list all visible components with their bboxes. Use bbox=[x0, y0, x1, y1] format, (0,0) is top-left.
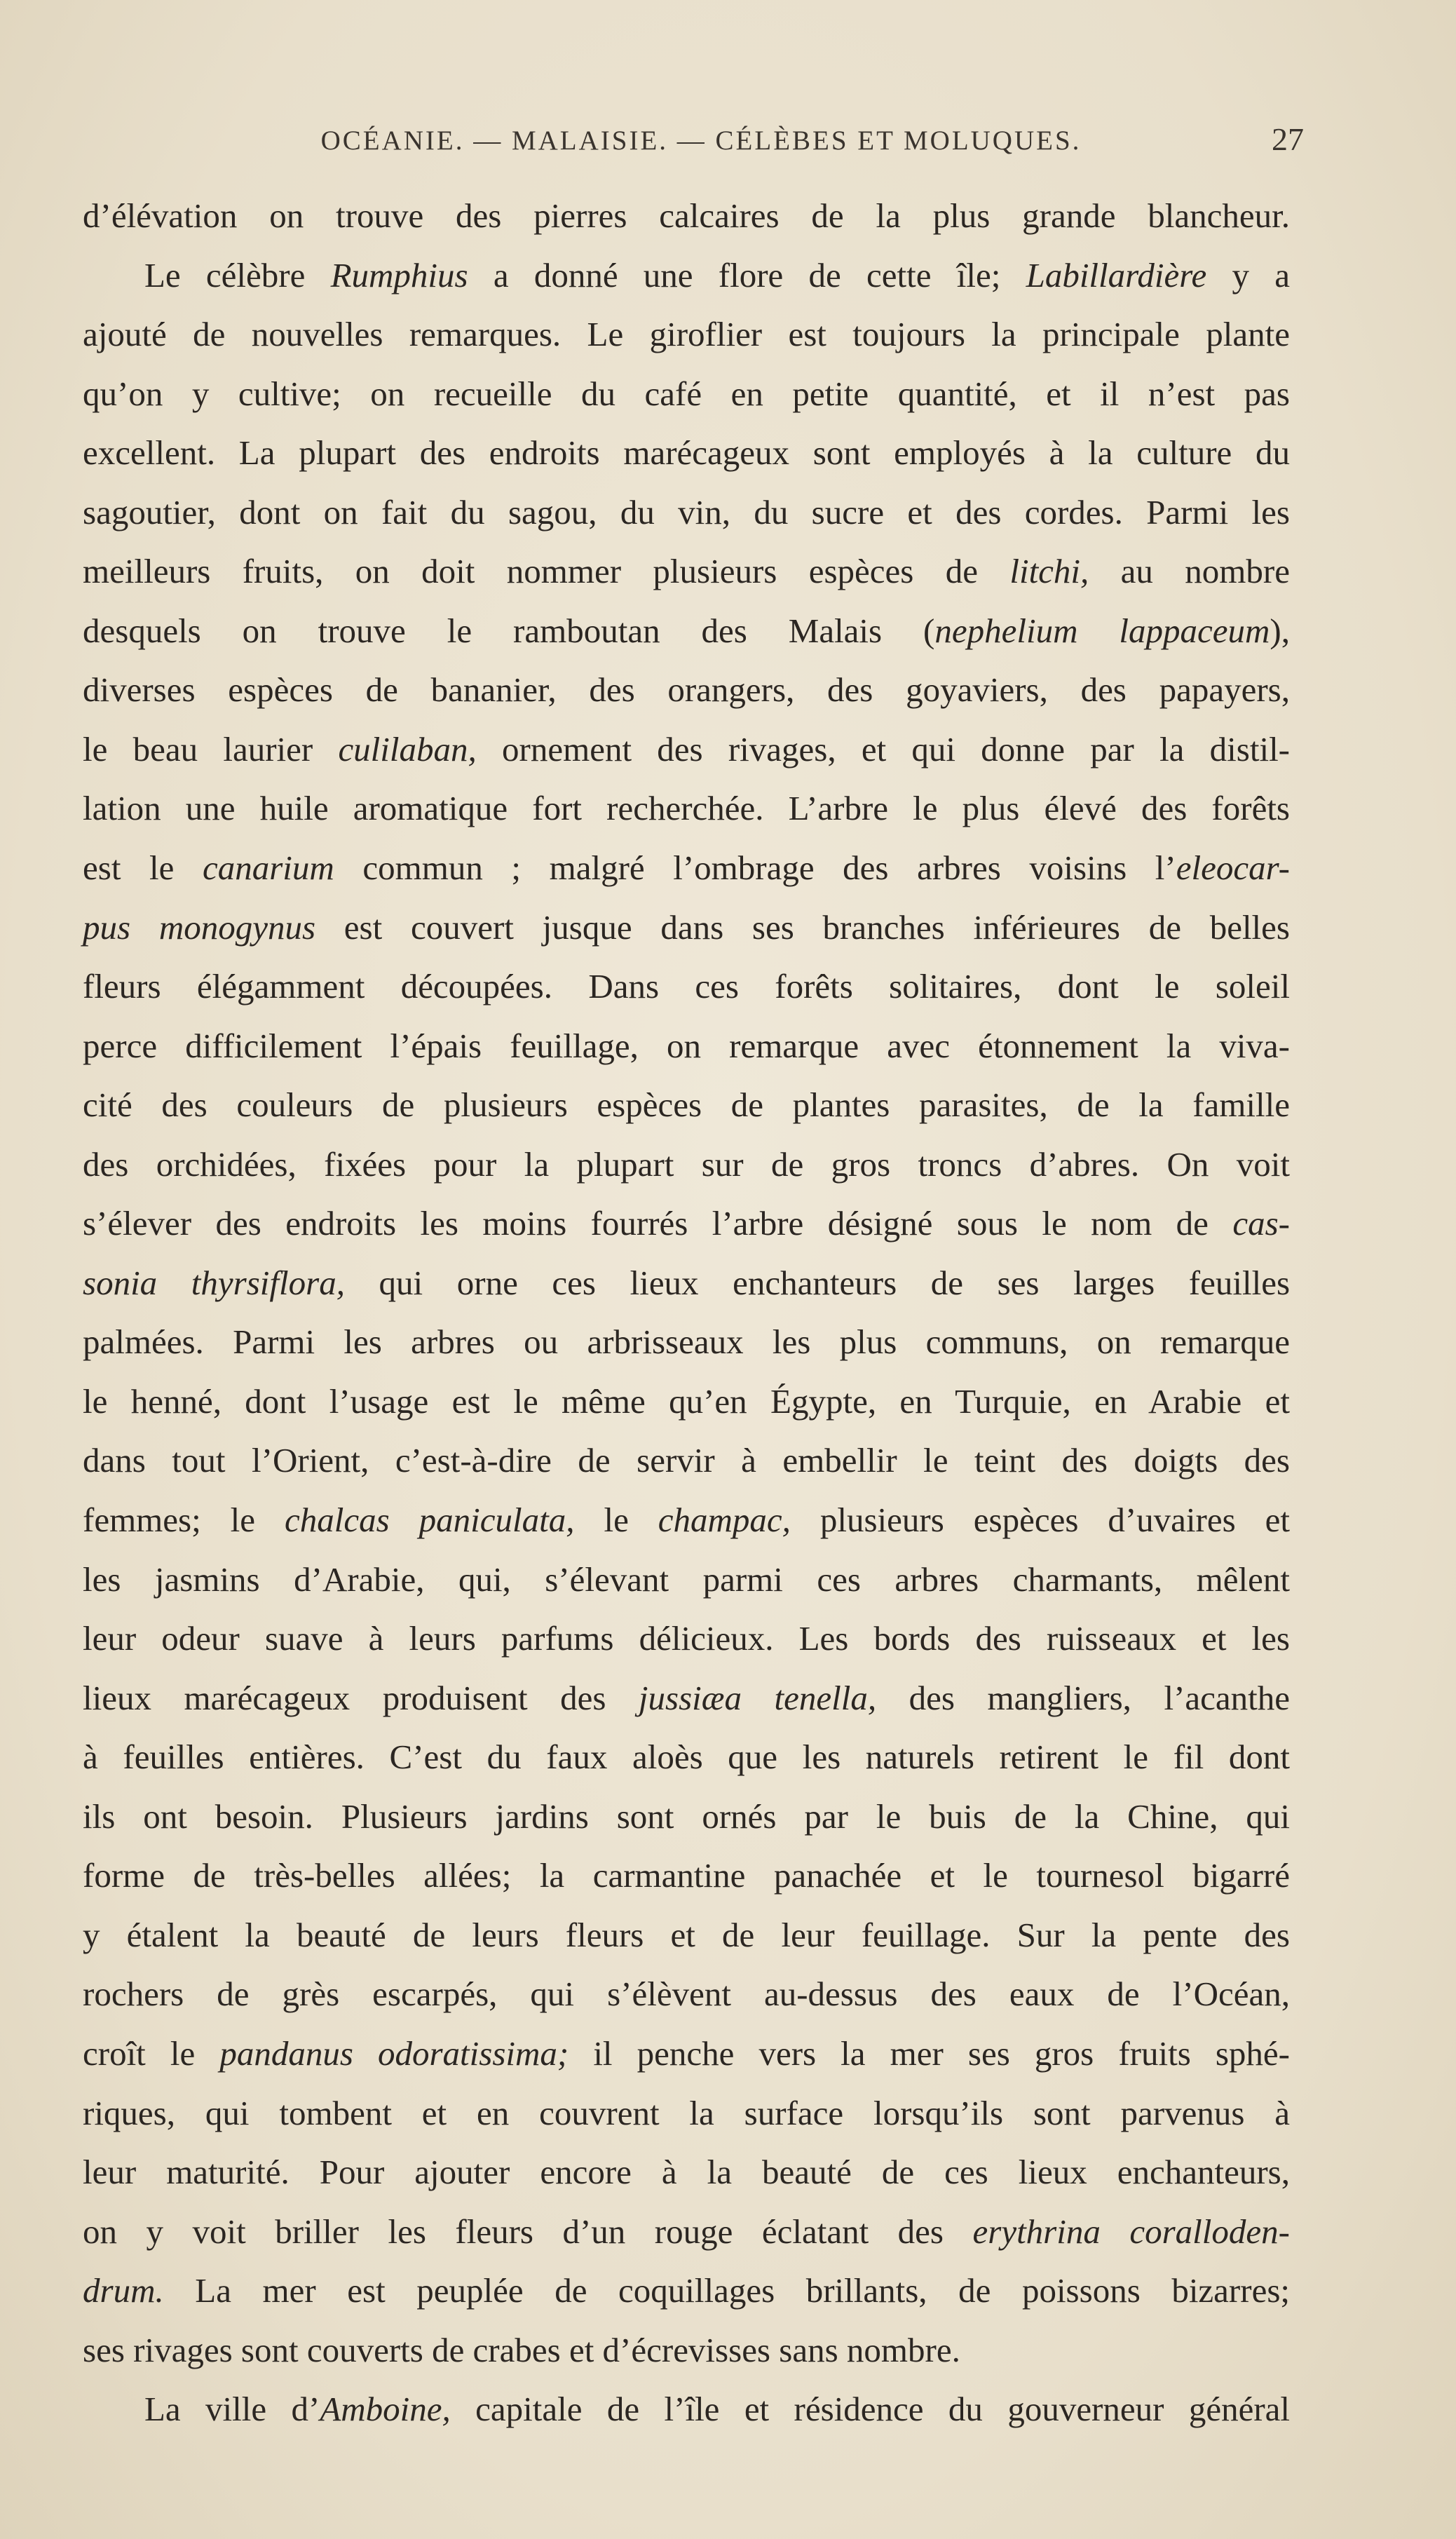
text-line bbox=[83, 1313, 1290, 1372]
text-run: diverses espèces de bananier, des orangers, des goyaviers, des papayers, bbox=[83, 670, 1290, 710]
text-line bbox=[83, 957, 1290, 1017]
text-line bbox=[83, 2084, 1290, 2144]
text-line bbox=[83, 483, 1290, 543]
text-line bbox=[83, 1609, 1290, 1669]
text-run: les jasmins d’Arabie, qui, s’élevant parmi ces arbres charmants, mêlent bbox=[83, 1559, 1290, 1599]
text-line bbox=[83, 1787, 1290, 1847]
italic-term: pus monogynus bbox=[83, 907, 316, 947]
text-run: plusieurs espèces d’uvaires et bbox=[790, 1501, 1290, 1540]
italic-term: pandanus odoratissima; bbox=[219, 2033, 569, 2073]
text-run: palmées. Parmi les arbres ou arbrisseaux les plus communs, on remarque bbox=[83, 1322, 1290, 1362]
text-line bbox=[83, 1846, 1290, 1906]
text-run: des mangliers, l’acanthe bbox=[876, 1678, 1290, 1717]
text-line bbox=[83, 1669, 1290, 1728]
text-run: a donné une flore de cette île; bbox=[468, 255, 1026, 294]
text-run: perce difficilement l’épais feuillage, on remarque avec étonnement la viva- bbox=[83, 1026, 1290, 1065]
text-run: leur odeur suave à leurs parfums délicieux. Les bords des ruisseaux et les bbox=[83, 1619, 1290, 1658]
text-run: La mer est peuplée de coquillages brillants, de poissons bizarres; bbox=[163, 2271, 1290, 2310]
text-line bbox=[83, 1965, 1290, 2024]
text-line bbox=[83, 2024, 1290, 2084]
text-run: excellent. La plupart des endroits marécageux sont employés à la culture du bbox=[83, 433, 1290, 473]
text-run: d’élévation on trouve des pierres calcaires de la plus grande blancheur. bbox=[83, 196, 1290, 235]
text-run: s’élever des endroits les moins fourrés l’arbre désigné sous le nom de bbox=[83, 1204, 1233, 1243]
text-run: ajouté de nouvelles remarques. Le giroflier est toujours la principale plante bbox=[83, 315, 1290, 354]
italic-term: sonia thyrsiflora, bbox=[83, 1263, 345, 1302]
text-line bbox=[83, 898, 1290, 958]
text-run: lation une huile aromatique fort recherchée. L’arbre le plus élevé des forêts bbox=[83, 789, 1290, 828]
text-run: on y voit briller les fleurs d’un rouge éclatant des bbox=[83, 2212, 973, 2251]
text-line bbox=[83, 1728, 1290, 1787]
text-run: sagoutier, dont on fait du sagou, du vin, du sucre et des cordes. Parmi les bbox=[83, 492, 1290, 532]
text-line bbox=[83, 661, 1290, 720]
text-line bbox=[83, 602, 1290, 661]
italic-term: litchi, bbox=[1009, 552, 1089, 591]
text-line bbox=[83, 2202, 1290, 2262]
text-run: forme de très-belles allées; la carmantine panachée et le tournesol bigarré bbox=[83, 1856, 1290, 1895]
text-run: commun ; malgré l’ombrage des arbres voisins l’ bbox=[334, 848, 1176, 888]
text-line bbox=[83, 1076, 1290, 1135]
text-line bbox=[83, 2143, 1290, 2202]
italic-term: Labillardière bbox=[1026, 255, 1207, 294]
italic-term: canarium bbox=[202, 848, 334, 888]
italic-term: eleocar- bbox=[1176, 848, 1290, 888]
text-run: riques, qui tombent et en couvrent la surface lorsqu’ils sont parvenus à bbox=[83, 2093, 1290, 2132]
text-run: cité des couleurs de plusieurs espèces de plantes parasites, de la famille bbox=[83, 1085, 1290, 1125]
italic-term: cas- bbox=[1232, 1204, 1290, 1243]
text-run: lieux marécageux produisent des bbox=[83, 1678, 639, 1717]
text-line bbox=[83, 1254, 1290, 1313]
text-line bbox=[83, 1135, 1290, 1195]
text-run: au nombre bbox=[1089, 552, 1290, 591]
text-line bbox=[83, 1194, 1290, 1254]
text-line bbox=[83, 246, 1290, 306]
italic-term: drum. bbox=[83, 2271, 164, 2310]
text-run: croît le bbox=[83, 2033, 220, 2073]
text-line bbox=[83, 720, 1290, 780]
running-head bbox=[105, 121, 1304, 167]
body-text bbox=[83, 187, 1290, 2439]
text-run: fleurs élégamment découpées. Dans ces forêts solitaires, dont le soleil bbox=[83, 967, 1290, 1006]
text-line bbox=[83, 1372, 1290, 1432]
text-run: desquels on trouve le ramboutan des Malais ( bbox=[83, 611, 935, 650]
text-line bbox=[83, 839, 1290, 898]
text-line bbox=[83, 779, 1290, 839]
running-title: OCÉANIE. — MALAISIE. — CÉLÈBES ET MOLUQUES. bbox=[320, 126, 1082, 156]
italic-term: culilaban, bbox=[338, 729, 477, 769]
text-run: La ville d’ bbox=[144, 2390, 320, 2429]
page-number: 27 bbox=[1272, 121, 1304, 157]
text-run: le henné, dont l’usage est le même qu’en Égypte, en Turquie, en Arabie et bbox=[83, 1381, 1290, 1421]
text-run: rochers de grès escarpés, qui s’élèvent au-dessus des eaux de l’Océan, bbox=[83, 1975, 1290, 2014]
text-run: y étalent la beauté de leurs fleurs et de leur feuillage. Sur la pente des bbox=[83, 1915, 1290, 1954]
text-run: est le bbox=[83, 848, 203, 888]
text-line bbox=[83, 1906, 1290, 1965]
text-run: des orchidées, fixées pour la plupart sur de gros troncs d’abres. On voit bbox=[83, 1144, 1290, 1184]
text-run: ornement des rivages, et qui donne par la distil- bbox=[476, 729, 1291, 769]
text-run: ses rivages sont couverts de crabes et d’écrevisses sans nombre. bbox=[83, 2330, 960, 2369]
text-run: meilleurs fruits, on doit nommer plusieurs espèces de bbox=[83, 552, 1010, 591]
text-run: leur maturité. Pour ajouter encore à la beauté de ces lieux enchanteurs, bbox=[83, 2153, 1290, 2192]
text-run: il penche vers la mer ses gros fruits sphé- bbox=[569, 2033, 1290, 2073]
text-line bbox=[83, 2380, 1290, 2439]
text-line bbox=[83, 1017, 1290, 1076]
text-line bbox=[83, 305, 1290, 365]
text-run: Le célèbre bbox=[144, 255, 331, 294]
text-line bbox=[83, 2321, 1290, 2381]
text-run: ils ont besoin. Plusieurs jardins sont ornés par le buis de la Chine, qui bbox=[83, 1796, 1290, 1836]
text-line bbox=[83, 1491, 1290, 1550]
text-run: femmes; le bbox=[83, 1501, 285, 1540]
italic-term: jussiæa tenella, bbox=[638, 1678, 877, 1717]
text-line bbox=[83, 1431, 1290, 1491]
text-run: qu’on y cultive; on recueille du café en petite quantité, et il n’est pas bbox=[83, 374, 1290, 413]
italic-term: erythrina coralloden- bbox=[972, 2212, 1290, 2251]
text-run: est couvert jusque dans ses branches inférieures de belles bbox=[315, 907, 1290, 947]
italic-term: nephelium lappaceum bbox=[934, 611, 1270, 650]
italic-term: champac, bbox=[658, 1501, 791, 1540]
text-run: qui orne ces lieux enchanteurs de ses larges feuilles bbox=[344, 1263, 1291, 1302]
italic-term: Amboine, bbox=[320, 2390, 451, 2429]
text-run: le bbox=[574, 1501, 658, 1540]
text-line bbox=[83, 365, 1290, 424]
text-run: capitale de l’île et résidence du gouverneur général bbox=[450, 2390, 1291, 2429]
text-line bbox=[83, 187, 1290, 246]
text-line bbox=[83, 424, 1290, 483]
text-run: ), bbox=[1270, 611, 1290, 650]
text-run: à feuilles entières. C’est du faux aloès que les naturels retirent le fil dont bbox=[83, 1738, 1290, 1777]
text-line bbox=[83, 542, 1290, 602]
text-line bbox=[83, 1550, 1290, 1610]
text-run: le beau laurier bbox=[83, 729, 339, 769]
italic-term: chalcas paniculata, bbox=[285, 1501, 575, 1540]
text-run: y a bbox=[1206, 255, 1291, 294]
text-run: dans tout l’Orient, c’est-à-dire de servir à embellir le teint des doigts des bbox=[83, 1441, 1290, 1480]
text-line bbox=[83, 2261, 1290, 2321]
italic-term: Rumphius bbox=[330, 255, 468, 294]
